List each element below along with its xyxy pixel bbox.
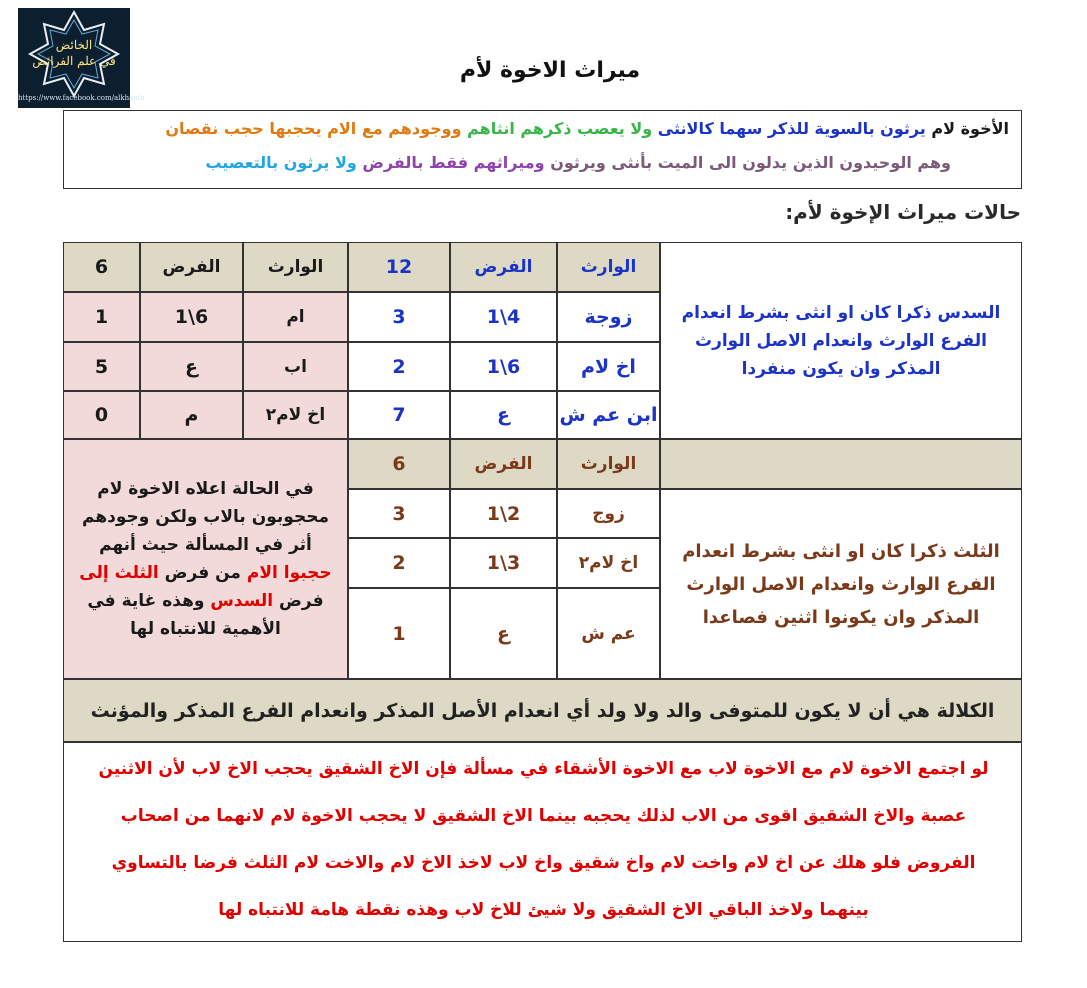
rich-text	[74, 475, 337, 643]
logo-title: الخائض	[55, 38, 93, 52]
final-note-box	[63, 742, 1022, 942]
text-segment: في الحالة اعلاه الاخوة لام محجوبون بالاب ولكن وجودهم أثر في المسألة حيث أنهم	[82, 479, 329, 555]
case2-row3-heir: عم ش	[557, 588, 660, 679]
text-segment: ولا يعصب ذكرهم انثاهم	[461, 119, 653, 138]
case1-alt-row3-heir: اخ لام٢	[243, 391, 348, 439]
case1-row1-share: 1\4	[450, 292, 557, 342]
case1-alt-row1-heir: ام	[243, 292, 348, 342]
case1-header-base: 12	[348, 242, 450, 292]
case2-note	[63, 439, 348, 679]
case2-row2-heir: اخ لام٢	[557, 538, 660, 588]
text-segment: وهم الوحيدون الذين يدلون الى الميت بأنثى ويرثون	[544, 153, 951, 172]
case1-description: السدس ذكرا كان او انثى بشرط انعدام الفرع الوارث وانعدام الاصل الوارث المذكر وان يكون منفردا	[660, 242, 1022, 439]
case1-alt-header-share: الفرض	[140, 242, 243, 292]
case1-row3-share: ع	[450, 391, 557, 439]
logo-subtitle: في علم الفرائض	[32, 54, 116, 68]
case1-row1-value: 3	[348, 292, 450, 342]
case1-alt-header-base: 6	[63, 242, 140, 292]
case2-header-filler	[660, 439, 1022, 489]
text-segment: فرض	[273, 591, 324, 611]
text-segment: ووجودهم مع الام يحجبها حجب نقصان	[165, 119, 462, 138]
case1-header-heir: الوارث	[557, 242, 660, 292]
case2-header-base: 6	[348, 439, 450, 489]
case1-alt-row2-value: 5	[63, 342, 140, 391]
site-logo	[18, 8, 145, 108]
case2-row3-share: ع	[450, 588, 557, 679]
text-segment: الثلث إلى	[79, 563, 159, 583]
case2-row2-value: 2	[348, 538, 450, 588]
text-segment: يرثون بالسوية للذكر سهما كالانثى	[652, 119, 926, 138]
intro-box	[63, 110, 1022, 189]
page-title: ميراث الاخوة لأم	[459, 58, 641, 83]
case1-row2-value: 2	[348, 342, 450, 391]
case2-row1-heir: زوج	[557, 489, 660, 538]
case2-header-share: الفرض	[450, 439, 557, 489]
kalala-definition: الكلالة هي أن لا يكون للمتوفى والد ولا ولد أي انعدام الأصل المذكر وانعدام الفرع المذكر والمؤنث	[63, 679, 1022, 742]
case1-alt-row3-value: 0	[63, 391, 140, 439]
case1-header-share: الفرض	[450, 242, 557, 292]
case1-row3-value: 7	[348, 391, 450, 439]
case1-row1-heir: زوجة	[557, 292, 660, 342]
text-segment: حجبوا الام	[240, 563, 332, 583]
final-note-line-2: عصبة والاخ الشقيق اقوى من الاب لذلك يحجبه بينما الاخ الشقيق لا يحجب الاخوة لام لانهما من اصحاب	[120, 806, 967, 826]
case1-alt-row3-share: م	[140, 391, 243, 439]
case2-row1-value: 3	[348, 489, 450, 538]
cases-heading: حالات ميراث الإخوة لأم:	[785, 200, 1021, 224]
case1-alt-row1-value: 1	[63, 292, 140, 342]
case1-alt-row2-share: ع	[140, 342, 243, 391]
case1-row3-heir: ابن عم ش	[557, 391, 660, 439]
text-segment: السدس	[210, 591, 274, 611]
intro-line-2	[205, 153, 951, 172]
rich-text	[165, 119, 1009, 138]
intro-line-1	[165, 119, 1009, 138]
case2-description: الثلث ذكرا كان او انثى بشرط انعدام الفرع الوارث وانعدام الاصل الوارث المذكر وان يكونوا اثنين فصاعدا	[660, 489, 1022, 679]
case2-row1-share: 1\2	[450, 489, 557, 538]
case2-row2-share: 1\3	[450, 538, 557, 588]
text-segment: وميراثهم فقط بالفرض	[356, 153, 545, 172]
logo-url: https://www.facebook.com/alkhaeth	[18, 94, 145, 102]
case2-header-heir: الوارث	[557, 439, 660, 489]
final-note-line-1: لو اجتمع الاخوة لام مع الاخوة لاب مع الاخوة الأشقاء في مسألة فإن الاخ الشقيق يحجب الاخ لاب لأن الاثنين	[98, 759, 989, 779]
case1-row2-share: 1\6	[450, 342, 557, 391]
final-note-line-3: الفروض فلو هلك عن اخ لام واخت لام واخ شقيق واخ لاب لاخذ الاخ لام والاخت لام الثلث فرضا بالتساوي	[111, 853, 976, 873]
text-segment: الأخوة لام	[925, 119, 1009, 138]
case1-alt-row1-share: 1\6	[140, 292, 243, 342]
text-segment: وهذه غاية في الأهمية للانتباه لها	[87, 591, 281, 639]
case1-alt-header-heir: الوارث	[243, 242, 348, 292]
text-segment: ولا يرثون بالتعصيب	[205, 153, 357, 172]
rich-text	[205, 153, 951, 172]
case2-row3-value: 1	[348, 588, 450, 679]
text-segment: من فرض	[158, 563, 241, 583]
final-note-line-4: بينهما ولاخذ الباقي الاخ الشقيق ولا شيئ للاخ لاب وهذه نقطة هامة للانتباه لها	[218, 900, 869, 920]
case1-row2-heir: اخ لام	[557, 342, 660, 391]
case1-alt-row2-heir: اب	[243, 342, 348, 391]
